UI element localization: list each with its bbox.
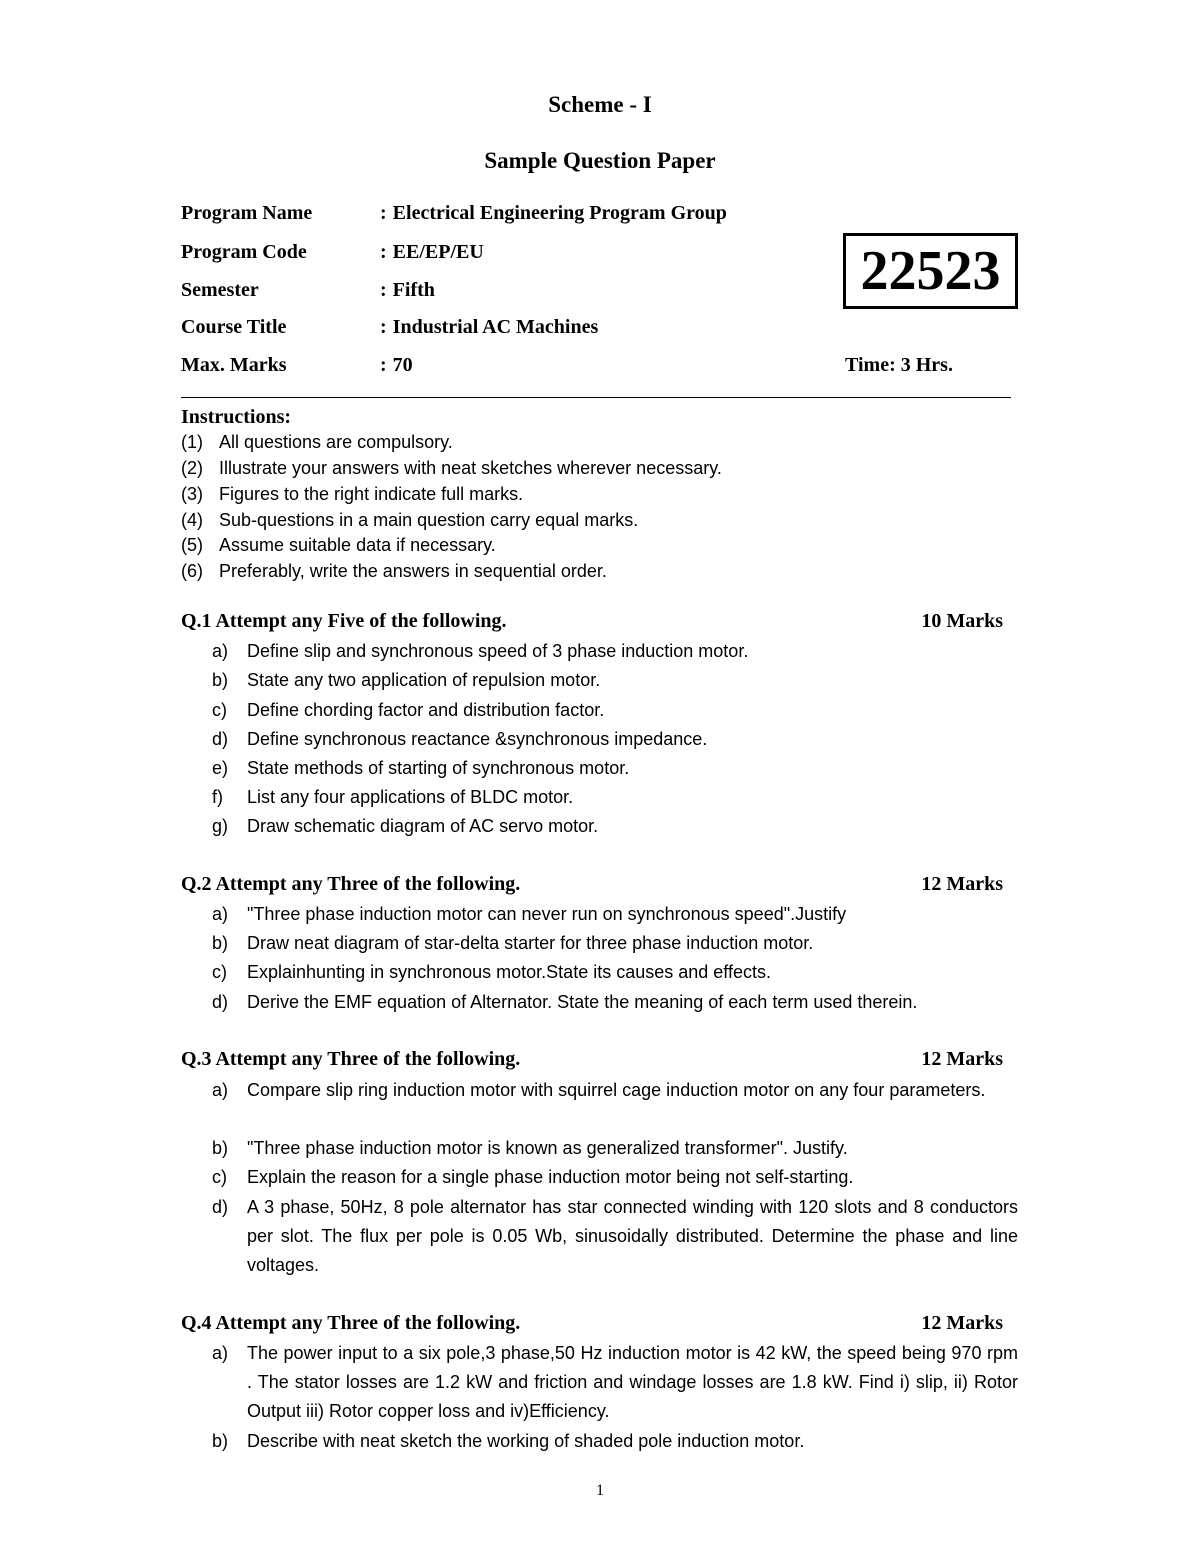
instruction-text: Preferably, write the answers in sequential order. — [219, 561, 607, 581]
sub-question-letter: a) — [212, 1080, 229, 1100]
sub-question-letter: d) — [212, 729, 229, 749]
sub-question-text: Define slip and synchronous speed of 3 phase induction motor. — [247, 641, 749, 661]
max-marks-value: 70 — [392, 354, 413, 376]
instruction-number: (1) — [181, 432, 203, 452]
sub-question-text: Draw schematic diagram of AC servo motor. — [247, 816, 599, 836]
instruction-text: All questions are compulsory. — [219, 432, 453, 452]
sub-question-letter: e) — [212, 758, 229, 778]
sub-question-letter: b) — [212, 670, 229, 690]
instruction-text: Illustrate your answers with neat sketches wherever necessary. — [219, 458, 722, 478]
instruction-text: Figures to the right indicate full marks. — [219, 484, 524, 504]
sub-question-text: "Three phase induction motor is known as generalized transformer". Justify. — [247, 1138, 848, 1158]
sub-question-letter: b) — [212, 933, 229, 953]
question-text: Q.1 Attempt any Five of the following. — [181, 610, 507, 632]
info-value — [380, 316, 598, 339]
question-marks: 12 Marks — [921, 1048, 1003, 1070]
colon: : — [380, 202, 387, 224]
instruction-item — [181, 458, 722, 479]
semester-value: Fifth — [392, 279, 435, 301]
sub-question — [212, 666, 1018, 695]
sub-question-letter: c) — [212, 700, 227, 720]
sub-question-text: The power input to a six pole,3 phase,50 Hz induction motor is 42 kW, the speed being 970 rpm . The stator losses are 1.2 kW and friction and windage losses are 1.8 kW. Find i) slip, ii) Rotor Output iii) Rotor copper loss and iv)Efficiency. — [247, 1343, 1018, 1421]
sub-question-letter: d) — [212, 1197, 229, 1217]
question-marks: 12 Marks — [921, 873, 1003, 895]
course-code: 22523 — [860, 240, 1001, 302]
sub-question — [212, 812, 1018, 841]
sub-question — [212, 900, 1018, 929]
paper-title: Sample Question Paper — [484, 148, 716, 173]
sub-question-text: State methods of starting of synchronous motor. — [247, 758, 630, 778]
sub-question-text: Draw neat diagram of star-delta starter for three phase induction motor. — [247, 933, 814, 953]
course-title-value: Industrial AC Machines — [392, 316, 599, 338]
question-text: Q.2 Attempt any Three of the following. — [181, 873, 521, 895]
info-label: Program Name — [181, 202, 313, 224]
instruction-number: (2) — [181, 458, 203, 478]
sub-question — [212, 754, 1018, 783]
question-text: Q.3 Attempt any Three of the following. — [181, 1048, 521, 1070]
sub-question-text: Define synchronous reactance &synchronous impedance. — [247, 729, 708, 749]
sub-question — [212, 725, 1018, 754]
instruction-text: Assume suitable data if necessary. — [219, 535, 496, 555]
sub-question — [212, 1427, 1018, 1456]
instruction-number: (5) — [181, 535, 203, 555]
info-label: Program Code — [181, 241, 307, 263]
instruction-item — [181, 510, 638, 531]
sub-question — [212, 1163, 1018, 1192]
sub-question — [212, 988, 1018, 1017]
course-code-box — [843, 233, 1018, 309]
program-code-value: EE/EP/EU — [392, 241, 484, 263]
sub-question-text: A 3 phase, 50Hz, 8 pole alternator has star connected winding with 120 slots and 8 conductors per slot. The flux per pole is 0.05 Wb, sinusoidally distributed. Determine the phase and line voltages. — [247, 1197, 1018, 1275]
sub-question — [212, 637, 1018, 666]
instruction-item — [181, 432, 453, 453]
sub-question — [212, 696, 1018, 725]
header-divider — [181, 397, 1011, 398]
sub-question-text: Define chording factor and distribution factor. — [247, 700, 605, 720]
sub-question-letter: a) — [212, 641, 229, 661]
info-label: Semester — [181, 279, 259, 301]
program-name-value: Electrical Engineering Program Group — [392, 202, 727, 224]
sub-question-letter: b) — [212, 1138, 229, 1158]
question-text: Q.4 Attempt any Three of the following. — [181, 1312, 521, 1334]
instruction-text: Sub-questions in a main question carry equal marks. — [219, 510, 639, 530]
sub-question-text: List any four applications of BLDC motor. — [247, 787, 574, 807]
question-marks: 10 Marks — [921, 610, 1003, 632]
info-value — [380, 241, 484, 264]
info-label: Max. Marks — [181, 354, 287, 376]
sub-question-letter: c) — [212, 962, 227, 982]
sub-question — [212, 1339, 1018, 1426]
sub-question-letter: a) — [212, 1343, 229, 1363]
colon: : — [380, 316, 387, 338]
info-value — [380, 202, 727, 225]
sub-question — [212, 1134, 1018, 1163]
sub-question-letter: b) — [212, 1431, 229, 1451]
sub-question — [212, 929, 1018, 958]
sub-question-letter: c) — [212, 1167, 227, 1187]
instruction-number: (4) — [181, 510, 203, 530]
sub-question-text: "Three phase induction motor can never run on synchronous speed".Justify — [247, 904, 847, 924]
sub-question-letter: g) — [212, 816, 229, 836]
time-duration: Time: 3 Hrs. — [845, 354, 953, 376]
instruction-item — [181, 561, 607, 582]
sub-question — [212, 1076, 1018, 1105]
sub-question-letter: d) — [212, 992, 229, 1012]
instructions-heading: Instructions: — [181, 406, 292, 428]
sub-question-text: Describe with neat sketch the working of shaded pole induction motor. — [247, 1431, 805, 1451]
sub-question — [212, 783, 1018, 812]
sub-question — [212, 1193, 1018, 1280]
page-number: 1 — [596, 1482, 604, 1499]
info-value — [380, 354, 413, 377]
question-marks: 12 Marks — [921, 1312, 1003, 1334]
scheme-heading: Scheme - I — [548, 92, 652, 117]
colon: : — [380, 354, 387, 376]
info-label: Course Title — [181, 316, 287, 338]
info-value — [380, 279, 435, 302]
sub-question-text: Derive the EMF equation of Alternator. State the meaning of each term used therein. — [247, 992, 918, 1012]
instruction-number: (3) — [181, 484, 203, 504]
sub-question-letter: a) — [212, 904, 229, 924]
sub-question-letter: f) — [212, 787, 223, 807]
instruction-item — [181, 484, 523, 505]
sub-question-text: Explainhunting in synchronous motor.State its causes and effects. — [247, 962, 771, 982]
instruction-number: (6) — [181, 561, 203, 581]
sub-question-text: Explain the reason for a single phase induction motor being not self-starting. — [247, 1167, 854, 1187]
sub-question-text: Compare slip ring induction motor with squirrel cage induction motor on any four parameters. — [247, 1080, 986, 1100]
sub-question — [212, 958, 1018, 987]
instruction-item — [181, 535, 496, 556]
colon: : — [380, 241, 387, 263]
sub-question-text: State any two application of repulsion motor. — [247, 670, 601, 690]
colon: : — [380, 279, 387, 301]
